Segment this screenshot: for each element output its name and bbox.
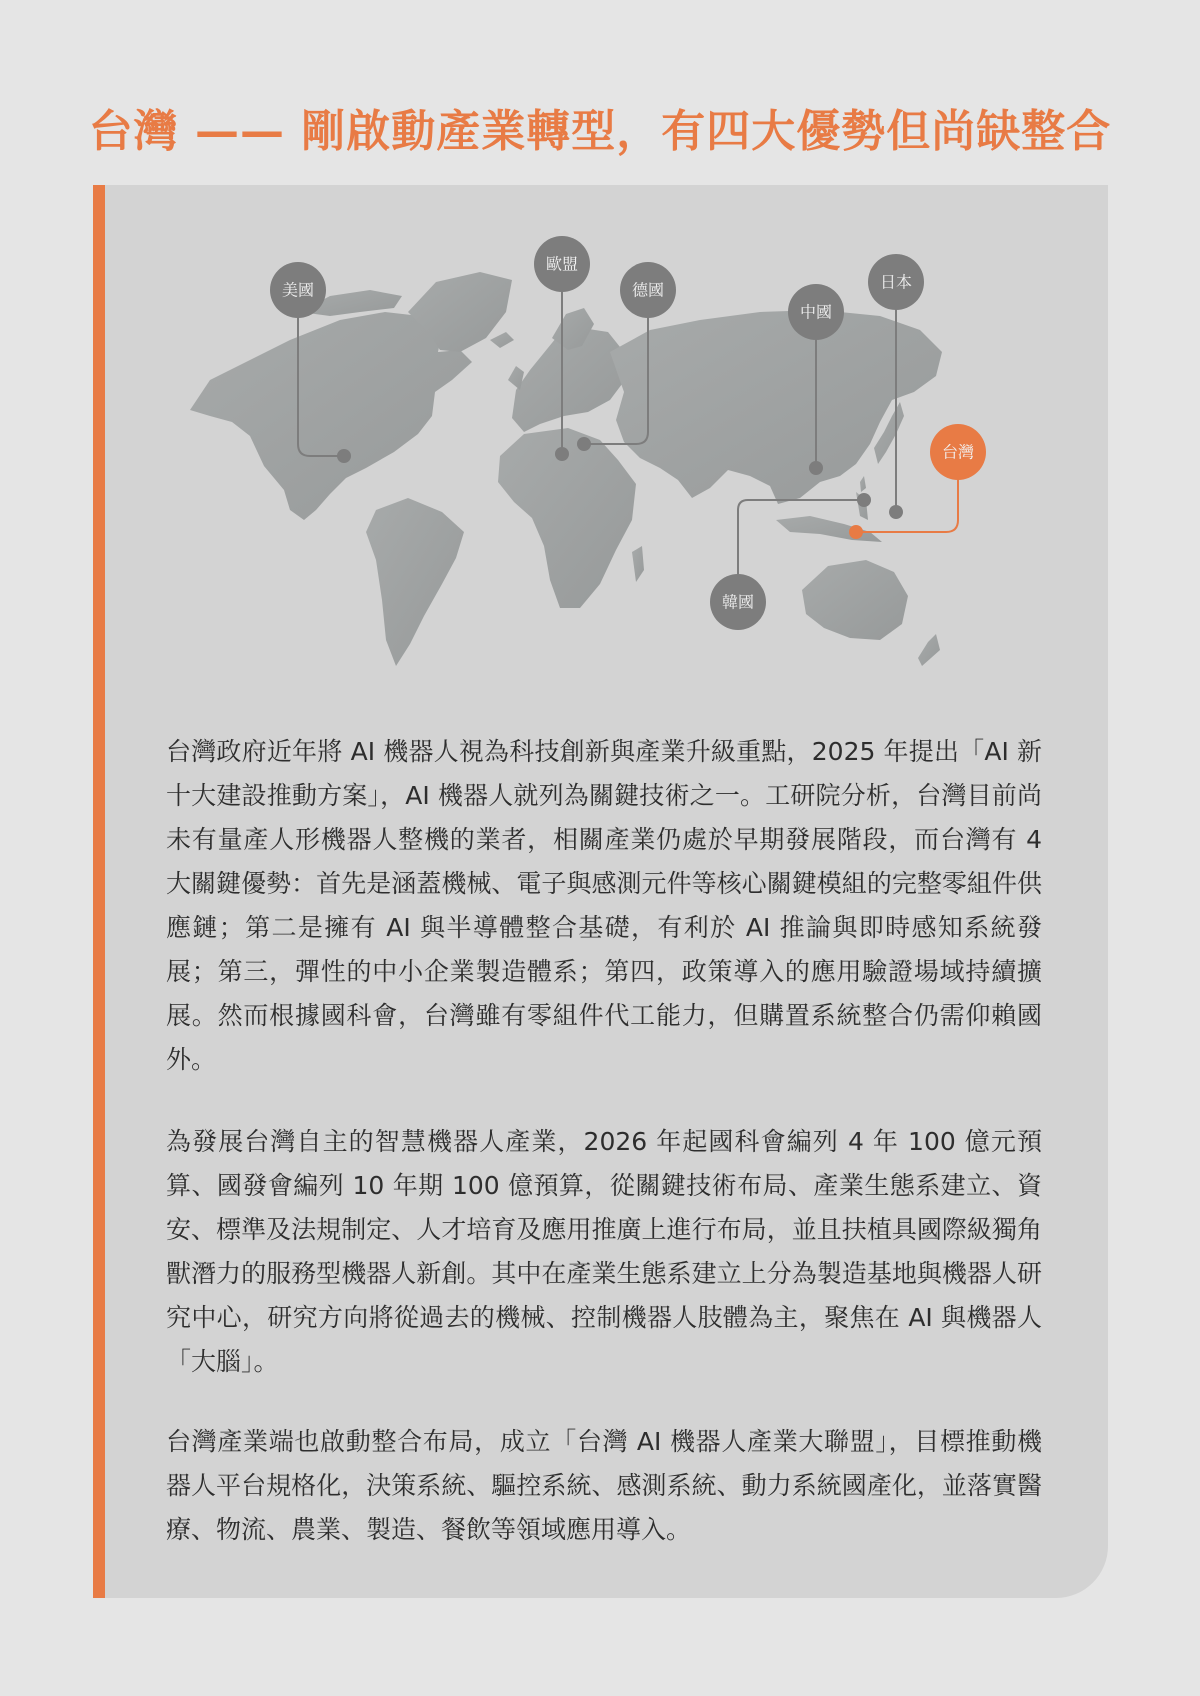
pin-china — [788, 284, 844, 340]
pin-label-japan: 日本 — [879, 272, 913, 292]
pin-taiwan — [930, 424, 986, 480]
new-zealand-shape — [918, 634, 940, 666]
page-title: 台灣 —— 剛啟動產業轉型，有四大優勢但尚缺整合 — [88, 106, 1112, 157]
dot-japan — [889, 505, 903, 519]
north-america-shape — [190, 312, 472, 520]
world-map — [180, 220, 1020, 730]
madagascar-shape — [632, 546, 644, 582]
dot-usa — [337, 449, 351, 463]
pin-label-usa: 美國 — [281, 280, 315, 300]
dot-korea — [857, 493, 871, 507]
taiwan-shape — [860, 476, 866, 492]
pin-label-germany: 德國 — [631, 280, 665, 300]
pin-label-taiwan: 台灣 — [941, 442, 975, 462]
asia-shape — [610, 310, 942, 504]
dot-taiwan — [849, 525, 863, 539]
pin-japan — [868, 254, 924, 310]
pin-korea — [710, 574, 766, 630]
paragraph-3: 台灣產業端也啟動整合布局，成立「台灣 AI 機器人產業大聯盟」，目標推動機器人平台規格化，決策系統、驅控系統、感測系統、動力系統國產化，並落實醫療、物流、農業、製造、餐飲等領域應用導入。 — [166, 1427, 1042, 1544]
pin-label-eu: 歐盟 — [545, 254, 579, 274]
pin-eu — [534, 236, 590, 292]
dot-china — [809, 461, 823, 475]
paragraph-2: 為發展台灣自主的智慧機器人產業，2026 年起國科會編列 4 年 100 億元預算、國發會編列 10 年期 100 億預算，從關鍵技術布局、產業生態系建立、資安、標準及法規制定、人才培育及應用推廣上進行布局，並且扶植具國際級獨角獸潛力的服務型機器人新創。其中在產業生態系建立上分為製造基地與機器人研究中心，研究方向將從過去的機械、控制機器人肢體為主，聚焦在 AI 與機器人「大腦」。 — [166, 1127, 1042, 1376]
paragraph-1: 台灣政府近年將 AI 機器人視為科技創新與產業升級重點，2025 年提出「AI 新十大建設推動方案」，AI 機器人就列為關鍵技術之一。工研院分析，台灣目前尚未有量產人形機器人整機的業者，相關產業仍處於早期發展階段，而台灣有 4 大關鍵優勢：首先是涵蓋機械、電子與感測元件等核心關鍵模組的完整零組件供應鏈；第二是擁有 AI 與半導體整合基礎，有利於 AI 推論與即時感知系統發展；第三，彈性的中小企業製造體系；第四，政策導入的應用驗證場域持續擴展。然而根據國科會，台灣雖有零組件代工能力，但購置系統整合仍需仰賴國外。 — [166, 737, 1042, 1074]
pin-label-korea: 韓國 — [721, 592, 755, 612]
pin-label-china: 中國 — [799, 302, 833, 322]
accent-bar — [93, 185, 105, 1598]
indonesia-shape — [776, 516, 882, 542]
south-america-shape — [366, 498, 464, 666]
dot-germany — [577, 437, 591, 451]
dot-eu — [555, 447, 569, 461]
iceland-shape — [490, 332, 514, 348]
pin-germany — [620, 262, 676, 318]
australia-shape — [802, 560, 908, 640]
pin-usa — [270, 262, 326, 318]
